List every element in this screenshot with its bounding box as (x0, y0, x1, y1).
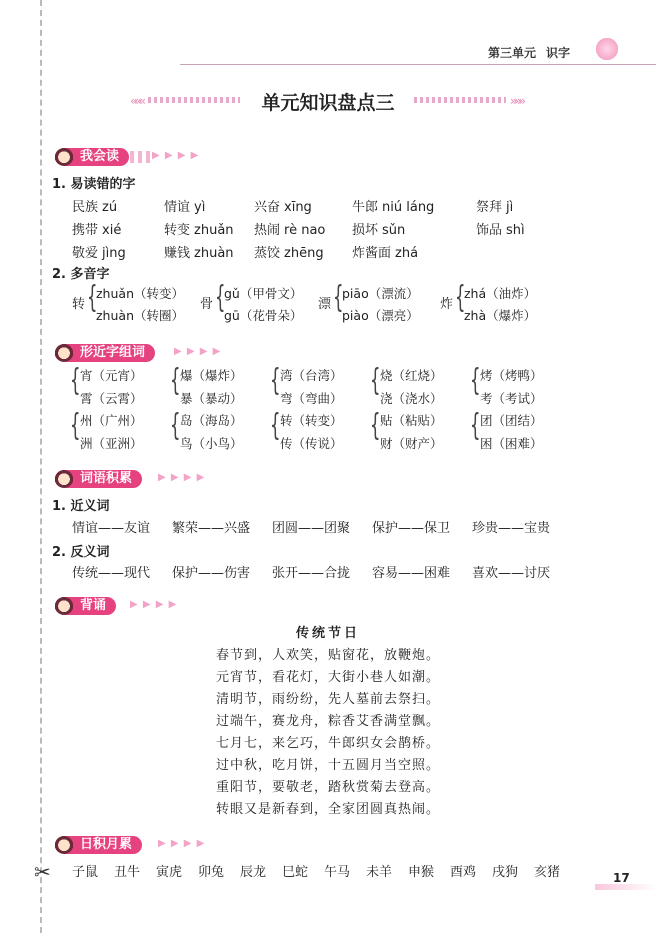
unit-label: 第三单元 (488, 46, 537, 60)
antonym-pair: 传统——现代 (72, 566, 151, 581)
chevron-left-icon: ««« (130, 94, 144, 108)
section-label: 我会读 (80, 149, 120, 164)
section-label: 日积月累 (80, 837, 133, 852)
scissors-icon: ✂ (34, 860, 51, 884)
pinyin: zhuǎn (194, 223, 234, 238)
hanzi: 炸酱面 (352, 246, 392, 261)
poem-line: 过端午，赛龙舟，粽香艾香满堂飘。 (215, 714, 440, 729)
polyphone-reading: zhà（爆炸） (464, 308, 537, 323)
pinyin: shì (506, 223, 525, 238)
misread-word (254, 219, 325, 238)
page-title: 单元知识盘点三 (261, 92, 395, 114)
hanzi: 赚钱 (164, 246, 191, 261)
arrows-icon: ▶ ▶ ▶ ▶ (174, 346, 222, 357)
subheading-synonym: 1. 近义词 (52, 499, 110, 514)
zodiac-item: 巳蛇 (282, 865, 309, 880)
hanzi: 损坏 (352, 223, 379, 238)
subheading-polyphone: 2. 多音字 (52, 267, 110, 282)
girl-mascot-icon (54, 593, 74, 615)
polyphone-reading: piào（漂亮） (342, 308, 419, 323)
similar-word: 洲（亚洲） (80, 436, 143, 451)
antonym-pair: 喜欢——讨厌 (472, 566, 551, 581)
hanzi: 蒸饺 (254, 246, 281, 261)
brace-icon: { (270, 408, 281, 443)
misread-word (164, 196, 205, 215)
poem-line: 清明节，雨纷纷，先人墓前去祭扫。 (215, 692, 440, 707)
antonym-pair: 保护——伤害 (172, 566, 251, 581)
brace-icon: { (70, 363, 81, 398)
pinyin: niú láng (382, 200, 435, 215)
subheading-misread: 1. 易读错的字 (52, 177, 136, 192)
zodiac-item: 未羊 (366, 865, 393, 880)
brace-icon: { (270, 363, 281, 398)
brace-icon: { (170, 363, 181, 398)
section-label: 词语积累 (80, 471, 133, 486)
similar-word: 困（困难） (480, 436, 543, 451)
hanzi: 携带 (72, 223, 99, 238)
hanzi: 祭拜 (476, 200, 503, 215)
page-number: 17 (613, 871, 630, 885)
section-badge-read (58, 148, 129, 166)
similar-word: 湾（台湾） (280, 368, 343, 383)
polyphone-reading: gū（花骨朵） (224, 308, 303, 323)
misread-word (476, 196, 513, 215)
title-decoration-right (414, 97, 506, 103)
antonym-pair: 容易——困难 (372, 566, 451, 581)
section-label: 形近字组词 (80, 345, 146, 360)
poem-title: 传统节日 (295, 626, 360, 641)
polyphone-char: 漂 (318, 297, 332, 312)
poem-line: 七月七，来乞巧，牛郎织女会鹊桥。 (215, 736, 440, 751)
hanzi: 转变 (164, 223, 191, 238)
brace-icon: { (370, 363, 381, 398)
poem-line: 过中秋，吃月饼，十五圆月当空照。 (215, 758, 440, 773)
arrows-icon: ▶ ▶ ▶ ▶ (152, 150, 200, 161)
antonym-pair: 张开——合拢 (272, 566, 351, 581)
hanzi: 饰品 (476, 223, 503, 238)
section-label: 背诵 (80, 598, 107, 613)
similar-word: 财（财产） (380, 436, 443, 451)
hanzi: 兴奋 (254, 200, 281, 215)
zodiac-item: 戌狗 (492, 865, 519, 880)
flower-icon (594, 36, 620, 62)
topic-label: 识字 (546, 46, 571, 60)
section-decoration (130, 151, 150, 163)
girl-mascot-icon (54, 144, 74, 166)
girl-mascot-icon (54, 466, 74, 488)
zodiac-item: 辰龙 (240, 865, 267, 880)
zodiac-item: 亥猪 (534, 865, 561, 880)
synonym-pair: 珍贵——宝贵 (472, 521, 551, 536)
brace-icon: { (470, 363, 481, 398)
chevron-right-icon: »»» (510, 94, 524, 108)
poem-line: 重阳节，要敬老，踏秋赏菊去登高。 (215, 780, 440, 795)
poem-line: 春节到，人欢笑，贴窗花，放鞭炮。 (215, 648, 440, 663)
pinyin: yì (194, 200, 206, 215)
similar-word: 浇（浇水） (380, 391, 443, 406)
header-rule (180, 64, 656, 65)
polyphone-reading: zhuǎn（转变） (96, 286, 184, 301)
pinyin: rè nao (284, 223, 326, 238)
polyphone-reading: gǔ（甲骨文） (224, 286, 303, 301)
misread-word (352, 242, 418, 261)
pinyin: jìng (102, 246, 126, 261)
poem-line: 元宵节，看花灯，大街小巷人如潮。 (215, 670, 440, 685)
zodiac-item: 丑牛 (114, 865, 141, 880)
misread-word (164, 219, 234, 238)
section-badge-recite (58, 597, 116, 615)
similar-word: 鸟（小鸟） (180, 436, 243, 451)
brace-icon: { (470, 408, 481, 443)
girl-mascot-icon (54, 340, 74, 362)
running-header (488, 44, 580, 61)
similar-word: 暴（暴动） (180, 391, 243, 406)
hanzi: 民族 (72, 200, 99, 215)
similar-word: 岛（海岛） (180, 413, 243, 428)
girl-mascot-icon (54, 832, 74, 854)
hanzi: 热闹 (254, 223, 281, 238)
pinyin: zú (102, 200, 118, 215)
similar-word: 弯（弯曲） (280, 391, 343, 406)
hanzi: 牛郎 (352, 200, 379, 215)
similar-word: 烧（红烧） (380, 368, 443, 383)
brace-icon: { (215, 280, 226, 315)
misread-word (72, 242, 126, 261)
pinyin: xīng (284, 200, 312, 215)
pinyin: sǔn (382, 223, 406, 238)
section-badge-vocab (58, 470, 142, 488)
brace-icon: { (455, 280, 466, 315)
arrows-icon: ▶ ▶ ▶ ▶ (158, 838, 206, 849)
arrows-icon: ▶ ▶ ▶ ▶ (130, 599, 178, 610)
synonym-pair: 繁荣——兴盛 (172, 521, 251, 536)
polyphone-reading: zhá（油炸） (464, 286, 537, 301)
similar-word: 爆（爆炸） (180, 368, 243, 383)
brace-icon: { (170, 408, 181, 443)
pinyin: zhuàn (194, 246, 234, 261)
brace-icon: { (370, 408, 381, 443)
polyphone-reading: zhuàn（转圈） (96, 308, 184, 323)
pinyin: jì (506, 200, 514, 215)
zodiac-item: 午马 (324, 865, 351, 880)
misread-word (352, 196, 434, 215)
similar-word: 传（传说） (280, 436, 343, 451)
misread-word (352, 219, 405, 238)
brace-icon: { (333, 280, 344, 315)
polyphone-char: 骨 (200, 297, 214, 312)
zodiac-item: 子鼠 (72, 865, 99, 880)
misread-word (254, 242, 324, 261)
section-badge-daily (58, 836, 142, 854)
similar-word: 霄（云霄） (80, 391, 143, 406)
similar-word: 转（转变） (280, 413, 343, 428)
polyphone-char: 转 (72, 297, 86, 312)
hanzi: 情谊 (164, 200, 191, 215)
misread-word (72, 219, 121, 238)
misread-word (72, 196, 117, 215)
similar-word: 贴（粘贴） (380, 413, 443, 428)
section-badge-similar (58, 344, 155, 362)
zodiac-item: 申猴 (408, 865, 435, 880)
similar-word: 考（考试） (480, 391, 543, 406)
zodiac-item: 寅虎 (156, 865, 183, 880)
pinyin: xié (102, 223, 122, 238)
similar-word: 团（团结） (480, 413, 543, 428)
pinyin: zhá (395, 246, 419, 261)
similar-word: 宵（元宵） (80, 368, 143, 383)
brace-icon: { (70, 408, 81, 443)
synonym-pair: 团圆——团聚 (272, 521, 351, 536)
zodiac-item: 卯兔 (198, 865, 225, 880)
brace-icon: { (87, 280, 98, 315)
polyphone-reading: piāo（漂流） (342, 286, 419, 301)
pinyin: zhēng (284, 246, 324, 261)
misread-word (164, 242, 234, 261)
similar-word: 州（广州） (80, 413, 143, 428)
synonym-pair: 情谊——友谊 (72, 521, 151, 536)
similar-word: 烤（烤鸭） (480, 368, 543, 383)
poem-line: 转眼又是新春到，全家团圆真热闹。 (215, 802, 440, 817)
subheading-antonym: 2. 反义词 (52, 545, 110, 560)
misread-word (254, 196, 312, 215)
polyphone-char: 炸 (440, 297, 454, 312)
synonym-pair: 保护——保卫 (372, 521, 451, 536)
hanzi: 敬爱 (72, 246, 99, 261)
misread-word (476, 219, 525, 238)
zodiac-item: 酉鸡 (450, 865, 477, 880)
arrows-icon: ▶ ▶ ▶ ▶ (158, 472, 206, 483)
